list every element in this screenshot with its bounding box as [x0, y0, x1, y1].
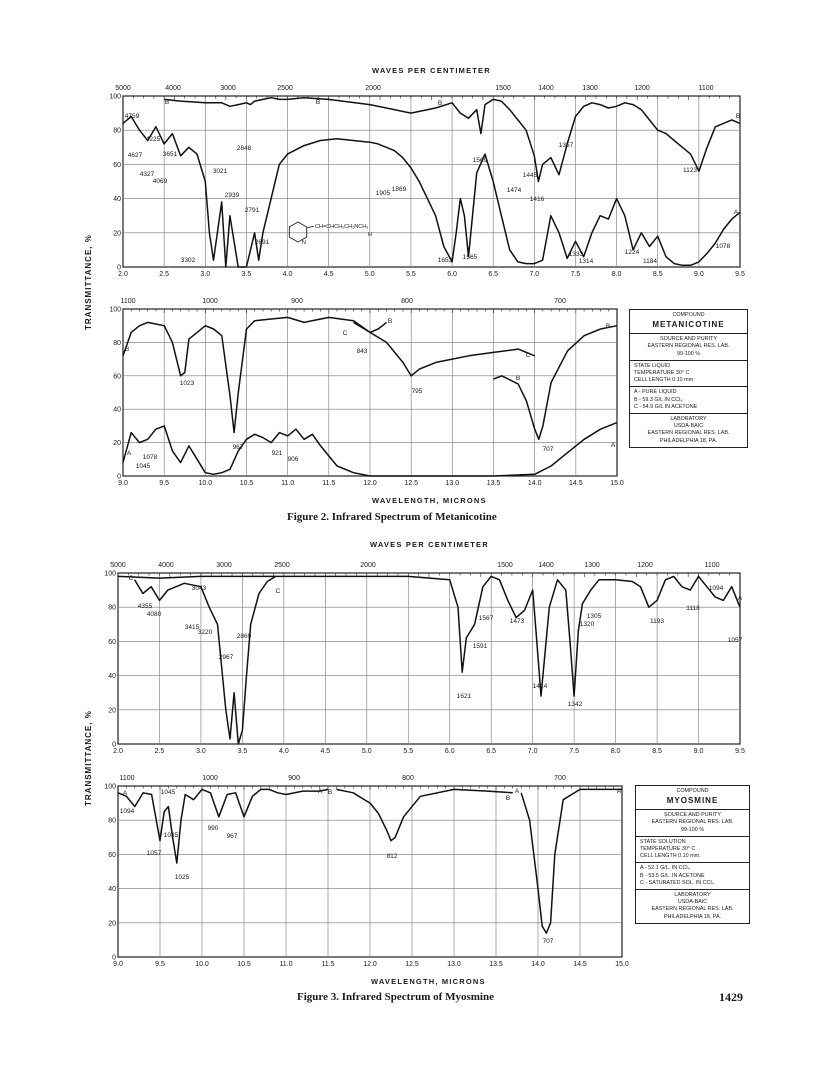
- fig3-bottom-x-tick-label: 11.0: [279, 961, 293, 968]
- fig3-top-axis-title: WAVES PER CENTIMETER: [370, 540, 489, 549]
- fig2-temperature: TEMPERATURE 30° C: [634, 370, 690, 377]
- fig2-bottom-peak-label: 921: [271, 450, 283, 457]
- fig2-top-x-tick-label: 3.5: [241, 271, 252, 278]
- fig3-bottom-peak-label: 990: [207, 825, 219, 832]
- fig2-top-series-marker: B: [315, 99, 321, 106]
- fig3-top-y-tick-label: 20: [108, 707, 116, 715]
- fig3-bottom-y-tick-label: 40: [108, 886, 116, 894]
- fig2-bottom-top-tick-label: 800: [401, 298, 413, 305]
- fig3-bottom-series-b-line: [336, 789, 512, 840]
- fig3-top-frame: [118, 573, 740, 744]
- fig2-bottom-x-tick-label: 10.0: [198, 480, 213, 487]
- fig3-top-series-c-line: [135, 576, 276, 744]
- fig2-top-top-tick-label: 1200: [634, 85, 650, 92]
- fig3-top-series-a-line: [118, 576, 740, 696]
- fig3-top-series-marker: C: [128, 575, 134, 582]
- fig3-bottom-x-tick-label: 10.5: [237, 961, 251, 968]
- fig2-top-series-marker: B: [164, 99, 170, 106]
- fig3-bottom-series-a-line: [521, 789, 622, 933]
- fig3-top-peak-label: 1057: [727, 637, 743, 644]
- fig3-bottom-top-tick-label: 700: [554, 775, 566, 782]
- fig3-top-top-tick-label: 1200: [637, 562, 653, 569]
- pyridine-nitrogen-label: N: [302, 240, 306, 246]
- fig2-top-peak-label: 1569: [472, 157, 488, 164]
- fig3-top-peak-label: 1621: [456, 693, 472, 700]
- fig2-bottom-peak-label: 1023: [179, 380, 195, 387]
- fig2-top-peak-label: 1474: [506, 187, 522, 194]
- fig2-bottom-y-tick-label: 20: [113, 440, 121, 448]
- fig2-bottom-x-tick-label: 11.5: [322, 480, 336, 487]
- fig2-bottom-peak-label: 843: [356, 348, 368, 355]
- fig2-top-x-tick-label: 7.0: [529, 271, 540, 278]
- fig3-bottom-series-marker: B: [505, 795, 511, 802]
- fig3-sample-b: B - 53.5 G/L. IN ACETONE: [640, 872, 705, 879]
- fig3-lab-head: LABORATORY: [674, 892, 711, 899]
- fig2-top-peak-label: 3021: [212, 168, 228, 175]
- fig3-purity: 99-100 %: [680, 826, 705, 833]
- fig2-y-axis-label: TRANSMITTANCE, %: [84, 234, 93, 330]
- fig2-top-x-tick-label: 6.5: [488, 271, 499, 278]
- fig3-top-x-tick-label: 2.5: [154, 748, 165, 755]
- fig2-top-series-marker: A: [733, 209, 739, 216]
- fig3-bottom-x-tick-label: 11.5: [321, 961, 335, 968]
- fig2-bottom-x-tick-label: 14.5: [569, 480, 583, 487]
- fig2-bottom-series-b-line: [494, 326, 618, 440]
- fig2-top-series-marker: B: [735, 113, 741, 120]
- fig2-top-peak-label: 1445: [522, 172, 538, 179]
- fig3-top-peak-label: 3220: [197, 629, 213, 636]
- fig2-source-head: SOURCE AND PURITY: [660, 336, 717, 343]
- fig2-top-x-tick-label: 9.0: [693, 271, 704, 278]
- fig3-x-axis-label: WAVELENGTH, MICRONS: [371, 977, 486, 986]
- fig2-bottom-peak-label: 1078: [142, 454, 158, 461]
- fig2-bottom-peak-label: 707: [542, 446, 554, 453]
- fig2-bottom-x-tick-label: 10.5: [239, 480, 254, 487]
- fig2-bottom-x-tick-label: 12.5: [404, 480, 418, 487]
- fig3-bottom-x-tick-label: 9.5: [155, 961, 165, 968]
- fig3-bottom-x-tick-label: 9.0: [113, 961, 123, 968]
- fig3-top-x-tick-label: 9.5: [735, 748, 745, 755]
- fig3-top-peak-label: 1118: [686, 605, 700, 612]
- fig3-bottom-x-tick-label: 13.0: [447, 961, 461, 968]
- fig2-top-x-tick-label: 8.5: [652, 271, 663, 278]
- fig3-top-peak-label: 4355: [137, 603, 153, 610]
- fig2-top-x-tick-label: 9.5: [735, 271, 745, 278]
- fig3-top-x-tick-label: 5.0: [361, 748, 372, 755]
- structure-formula-sub: H: [368, 232, 372, 238]
- fig2-top-series-marker: B: [437, 100, 443, 107]
- fig2-top-y-tick-label: 0: [117, 264, 121, 272]
- fig2-top-x-tick-label: 3.0: [200, 271, 211, 278]
- fig2-top-x-tick-label: 4.5: [323, 271, 334, 278]
- fig3-top-peak-label: 1567: [478, 615, 494, 622]
- fig2-top-top-tick-label: 2000: [365, 85, 381, 92]
- fig3-bottom-x-tick-label: 14.0: [531, 961, 545, 968]
- fig2-top-top-tick-label: 1400: [538, 85, 554, 92]
- fig2-bottom-y-tick-label: 0: [117, 473, 121, 481]
- fig3-top-x-tick-label: 8.5: [652, 748, 662, 755]
- fig3-top-top-tick-label: 4000: [158, 562, 174, 569]
- fig3-bottom-peak-label: 967: [226, 833, 238, 840]
- fig2-info-box: [629, 309, 748, 448]
- fig3-top-top-tick-label: 2500: [274, 562, 290, 569]
- fig2-top-x-tick-label: 2.0: [118, 271, 128, 278]
- fig2-bottom-top-tick-label: 700: [554, 298, 566, 305]
- fig3-top-x-tick-label: 4.0: [278, 748, 289, 755]
- fig2-compound-head: COMPOUND: [672, 312, 705, 318]
- fig2-top-peak-label: 2791: [244, 207, 260, 214]
- fig2-top-x-tick-label: 5.0: [364, 271, 375, 278]
- fig2-lab2: EASTERN REGIONAL RES. LAB.: [647, 430, 730, 437]
- pyridine-ring: [289, 222, 306, 242]
- fig2-top-y-tick-label: 80: [113, 127, 121, 135]
- fig3-top-top-tick-label: 1500: [497, 562, 513, 569]
- fig2-bottom-peak-label: 967: [232, 444, 244, 451]
- fig2-top-x-tick-label: 5.5: [406, 271, 416, 278]
- fig3-bottom-series-marker: B: [327, 789, 333, 796]
- fig2-bottom-x-tick-label: 14.0: [527, 480, 542, 487]
- fig2-bottom-top-tick-label: 1100: [120, 298, 136, 305]
- fig2-top-top-tick-label: 1100: [698, 85, 714, 92]
- fig2-bottom-series-marker: B: [387, 318, 393, 325]
- fig2-state: STATE LIQUID: [634, 362, 671, 369]
- fig2-top-series-a-line: [123, 117, 740, 268]
- fig3-lab3: PHILADELPHIA 18, PA.: [663, 913, 722, 920]
- structure-formula: CH=CHCH₂CH₂NCH₃: [315, 224, 369, 230]
- fig2-source: EASTERN REGIONAL RES. LAB.: [647, 343, 730, 350]
- fig3-bottom-x-tick-label: 10.0: [195, 961, 209, 968]
- fig3-top-peak-label: 4080: [146, 611, 162, 618]
- fig3-top-peak-label: 1473: [509, 618, 525, 625]
- fig2-top-peak-label: 1905: [375, 190, 391, 197]
- fig2-top-peak-label: 4627: [127, 152, 143, 159]
- fig2-top-top-tick-label: 5000: [115, 85, 131, 92]
- fig3-top-peak-label: 2869: [236, 633, 252, 640]
- fig2-top-peak-label: 1869: [391, 186, 407, 193]
- fig3-bottom-peak-label: 1057: [146, 850, 162, 857]
- fig3-bottom-peak-label: 1045: [160, 789, 176, 796]
- fig3-top-peak-label: 1305: [586, 613, 602, 620]
- fig2-top-x-tick-label: 4.0: [282, 271, 293, 278]
- fig3-lab: USDA-BAIC: [677, 899, 708, 906]
- fig2-top-y-tick-label: 20: [113, 230, 121, 238]
- fig2-compound-name: METANICOTINE: [652, 320, 725, 330]
- fig2-top-x-tick-label: 6.0: [447, 271, 457, 278]
- fig2-bottom-x-tick-label: 13.5: [486, 480, 501, 487]
- fig2-top-peak-label: 3302: [180, 257, 196, 264]
- fig3-top-x-tick-label: 4.5: [320, 748, 331, 755]
- fig2-bottom-peak-label: 1045: [135, 463, 151, 470]
- fig3-top-top-tick-label: 3000: [216, 562, 232, 569]
- fig2-bottom-y-tick-label: 40: [113, 406, 121, 414]
- fig3-top-y-tick-label: 80: [108, 604, 116, 612]
- fig2-top-peak-label: 3651: [162, 151, 178, 158]
- fig2-x-axis-label: WAVELENGTH, MICRONS: [372, 496, 487, 505]
- fig2-top-y-tick-label: 40: [113, 196, 121, 204]
- fig3-bottom-x-tick-label: 13.5: [489, 961, 503, 968]
- fig2-bottom-series-marker: B: [605, 323, 611, 330]
- fig2-top-peak-label: 4759: [124, 113, 140, 120]
- fig3-bottom-y-tick-label: 0: [112, 954, 116, 962]
- fig2-top-peak-label: 2691: [254, 239, 270, 246]
- fig2-top-peak-label: 2848: [236, 145, 252, 152]
- fig3-top-x-tick-label: 7.0: [527, 748, 538, 755]
- fig2-top-peak-label: 1565: [462, 254, 478, 261]
- fig2-top-x-tick-label: 2.5: [159, 271, 170, 278]
- fig3-caption: Figure 3. Infrared Spectrum of Myosmine: [297, 991, 494, 1003]
- fig2-bottom-series-marker: C: [525, 352, 531, 359]
- fig2-top-peak-label: 1314: [578, 258, 594, 265]
- fig3-bottom-peak-label: 812: [386, 853, 398, 860]
- fig3-source-head: SOURCE AND PURITY: [664, 812, 721, 819]
- fig3-top-x-tick-label: 3.0: [196, 748, 206, 755]
- fig2-top-x-tick-label: 7.5: [570, 271, 581, 278]
- fig2-bottom-y-tick-label: 80: [113, 339, 121, 347]
- fig2-top-peak-label: 1184: [643, 258, 657, 265]
- fig2-purity: 99-100 %: [676, 350, 701, 357]
- fig3-bottom-y-tick-label: 60: [108, 851, 116, 859]
- fig3-top-y-tick-label: 100: [104, 570, 116, 578]
- fig3-bottom-y-tick-label: 20: [108, 920, 116, 928]
- fig3-top-y-tick-label: 60: [108, 638, 116, 646]
- structure-bond: [307, 226, 314, 228]
- fig2-bottom-y-tick-label: 60: [113, 373, 121, 381]
- fig2-top-peak-label: 2939: [224, 192, 240, 199]
- fig3-bottom-peak-label: 707: [542, 938, 554, 945]
- fig3-top-x-tick-label: 2.0: [113, 748, 123, 755]
- fig2-lab-head: LABORATORY: [670, 416, 707, 423]
- fig2-bottom-series-marker: A: [126, 450, 132, 457]
- fig2-top-y-tick-label: 100: [109, 93, 121, 101]
- fig3-source: EASTERN REGIONAL RES. LAB.: [651, 819, 734, 826]
- fig2-sample-c: C - 54.9 G/L IN ACETONE: [634, 403, 698, 410]
- fig3-top-peak-label: 1320: [579, 621, 595, 628]
- fig3-info-box: [635, 785, 750, 924]
- fig2-sample-a: A - PURE LIQUID: [634, 389, 677, 396]
- fig3-top-y-tick-label: 0: [112, 741, 116, 749]
- fig3-top-x-tick-label: 8.0: [610, 748, 621, 755]
- fig3-bottom-peak-label: 1025: [174, 874, 190, 881]
- fig3-top-peak-label: 3043: [191, 585, 207, 592]
- fig3-top-series-marker: A: [737, 595, 743, 602]
- fig2-lab: USDA-BAIC: [673, 423, 704, 430]
- fig3-top-top-tick-label: 1300: [584, 562, 600, 569]
- fig3-top-top-tick-label: 2000: [360, 562, 376, 569]
- fig2-top-peak-label: 1357: [558, 142, 574, 149]
- fig2-bottom-series-marker: C: [342, 330, 348, 337]
- fig3-state: STATE SOLUTION: [640, 838, 686, 845]
- fig2-top-top-tick-label: 4000: [165, 85, 181, 92]
- fig3-top-x-tick-label: 6.0: [444, 748, 455, 755]
- fig2-caption: Figure 2. Infrared Spectrum of Metanicotine: [287, 511, 497, 523]
- fig2-top-peak-label: 4069: [152, 178, 168, 185]
- fig3-sample-a: A - 52.1 G/L. IN CCl₄: [640, 865, 690, 872]
- fig3-temperature: TEMPERATURE 30° C: [640, 846, 696, 853]
- fig2-lab3: PHILADELPHIA 18, PA.: [659, 437, 718, 444]
- fig3-sample-c: C - SATURATED SOL. IN CCl₄: [640, 879, 714, 886]
- fig3-top-peak-label: 2967: [218, 654, 234, 661]
- fig2-bottom-x-tick-label: 12.0: [363, 480, 377, 487]
- fig2-cell-length: CELL LENGTH 0.10 mm: [634, 377, 694, 384]
- fig3-top-peak-label: 1591: [472, 643, 488, 650]
- fig3-top-peak-label: 3415: [184, 624, 200, 631]
- fig2-top-peak-label: 1333: [568, 251, 584, 258]
- fig3-top-peak-label: 1193: [650, 618, 664, 625]
- fig2-bottom-top-tick-label: 1000: [202, 298, 218, 305]
- fig3-bottom-peak-label: 1094: [119, 808, 135, 815]
- fig3-cell-length: CELL LENGTH 0.10 mm.: [640, 853, 701, 860]
- fig3-bottom-top-tick-label: 1000: [202, 775, 218, 782]
- fig2-top-x-tick-label: 8.0: [611, 271, 622, 278]
- fig3-top-series-marker: C: [275, 588, 281, 595]
- fig2-top-peak-label: 1416: [529, 196, 545, 203]
- fig3-y-axis-label: TRANSMITTANCE, %: [84, 710, 93, 806]
- fig2-bottom-peak-label: 906: [287, 456, 299, 463]
- page-number: 1429: [719, 990, 743, 1004]
- fig3-bottom-top-tick-label: 900: [288, 775, 300, 782]
- fig3-bottom-x-tick-label: 12.5: [405, 961, 419, 968]
- fig3-top-peak-label: 1342: [567, 701, 583, 708]
- fig2-bottom-x-tick-label: 13.0: [445, 480, 460, 487]
- fig3-bottom-top-tick-label: 800: [402, 775, 414, 782]
- fig3-top-peak-label: 1094: [708, 585, 724, 592]
- fig2-top-peak-label: 4225: [145, 136, 161, 143]
- fig2-top-peak-label: 4327: [139, 171, 155, 178]
- fig3-bottom-peak-label: 1035: [163, 832, 179, 839]
- fig3-top-x-tick-label: 5.5: [403, 748, 414, 755]
- fig2-top-top-tick-label: 3000: [220, 85, 236, 92]
- fig3-top-x-tick-label: 6.5: [486, 748, 497, 755]
- fig3-bottom-top-tick-label: 1100: [119, 775, 135, 782]
- fig3-bottom-y-tick-label: 100: [104, 783, 116, 791]
- fig2-bottom-peak-label: 795: [411, 388, 423, 395]
- fig2-top-top-tick-label: 2500: [277, 85, 293, 92]
- fig3-bottom-y-tick-label: 80: [108, 817, 116, 825]
- fig2-top-peak-label: 1123: [683, 167, 697, 174]
- fig2-bottom-x-tick-label: 11.0: [281, 480, 295, 487]
- fig3-top-y-tick-label: 40: [108, 673, 116, 681]
- fig3-bottom-x-tick-label: 12.0: [363, 961, 377, 968]
- fig2-top-top-tick-label: 1300: [582, 85, 598, 92]
- fig2-bottom-top-tick-label: 900: [291, 298, 303, 305]
- fig3-bottom-series-marker: A: [514, 788, 520, 795]
- fig2-top-peak-label: 1224: [624, 249, 640, 256]
- fig2-bottom-series-marker: B: [124, 346, 130, 353]
- fig3-top-top-tick-label: 1400: [538, 562, 554, 569]
- fig2-bottom-x-tick-label: 15.0: [610, 480, 624, 487]
- fig2-top-y-tick-label: 60: [113, 161, 121, 169]
- fig2-bottom-x-tick-label: 9.0: [118, 480, 128, 487]
- fig2-top-top-tick-label: 1500: [495, 85, 511, 92]
- fig2-top-peak-label: 1653: [437, 257, 453, 264]
- fig3-compound-name: MYOSMINE: [666, 796, 719, 806]
- fig3-bottom-series-marker: A: [616, 788, 622, 795]
- fig2-bottom-x-tick-label: 9.5: [159, 480, 170, 487]
- fig2-top-peak-label: 1078: [715, 243, 731, 250]
- fig3-compound-head: COMPOUND: [676, 788, 709, 794]
- fig3-top-x-tick-label: 9.0: [693, 748, 704, 755]
- fig3-top-peak-label: 1414: [532, 683, 548, 690]
- fig2-sample-b: B - 59.3 G/L IN CCl₄: [634, 396, 683, 403]
- fig2-bottom-series-c-line: [354, 322, 535, 375]
- fig3-bottom-series-marker: A: [122, 790, 128, 797]
- fig2-bottom-y-tick-label: 100: [109, 306, 121, 314]
- fig3-lab2: EASTERN REGIONAL RES. LAB.: [651, 906, 734, 913]
- fig3-bottom-x-tick-label: 15.0: [615, 961, 629, 968]
- fig2-top-axis-title: WAVES PER CENTIMETER: [372, 66, 491, 75]
- fig3-bottom-x-tick-label: 14.5: [573, 961, 587, 968]
- fig2-bottom-series-marker: B: [515, 375, 521, 382]
- fig3-top-top-tick-label: 5000: [110, 562, 126, 569]
- fig3-top-x-tick-label: 3.5: [237, 748, 248, 755]
- fig3-top-x-tick-label: 7.5: [569, 748, 580, 755]
- fig3-bottom-series-marker: A: [317, 788, 323, 795]
- fig2-bottom-series-marker: A: [610, 442, 616, 449]
- fig3-top-top-tick-label: 1100: [704, 562, 720, 569]
